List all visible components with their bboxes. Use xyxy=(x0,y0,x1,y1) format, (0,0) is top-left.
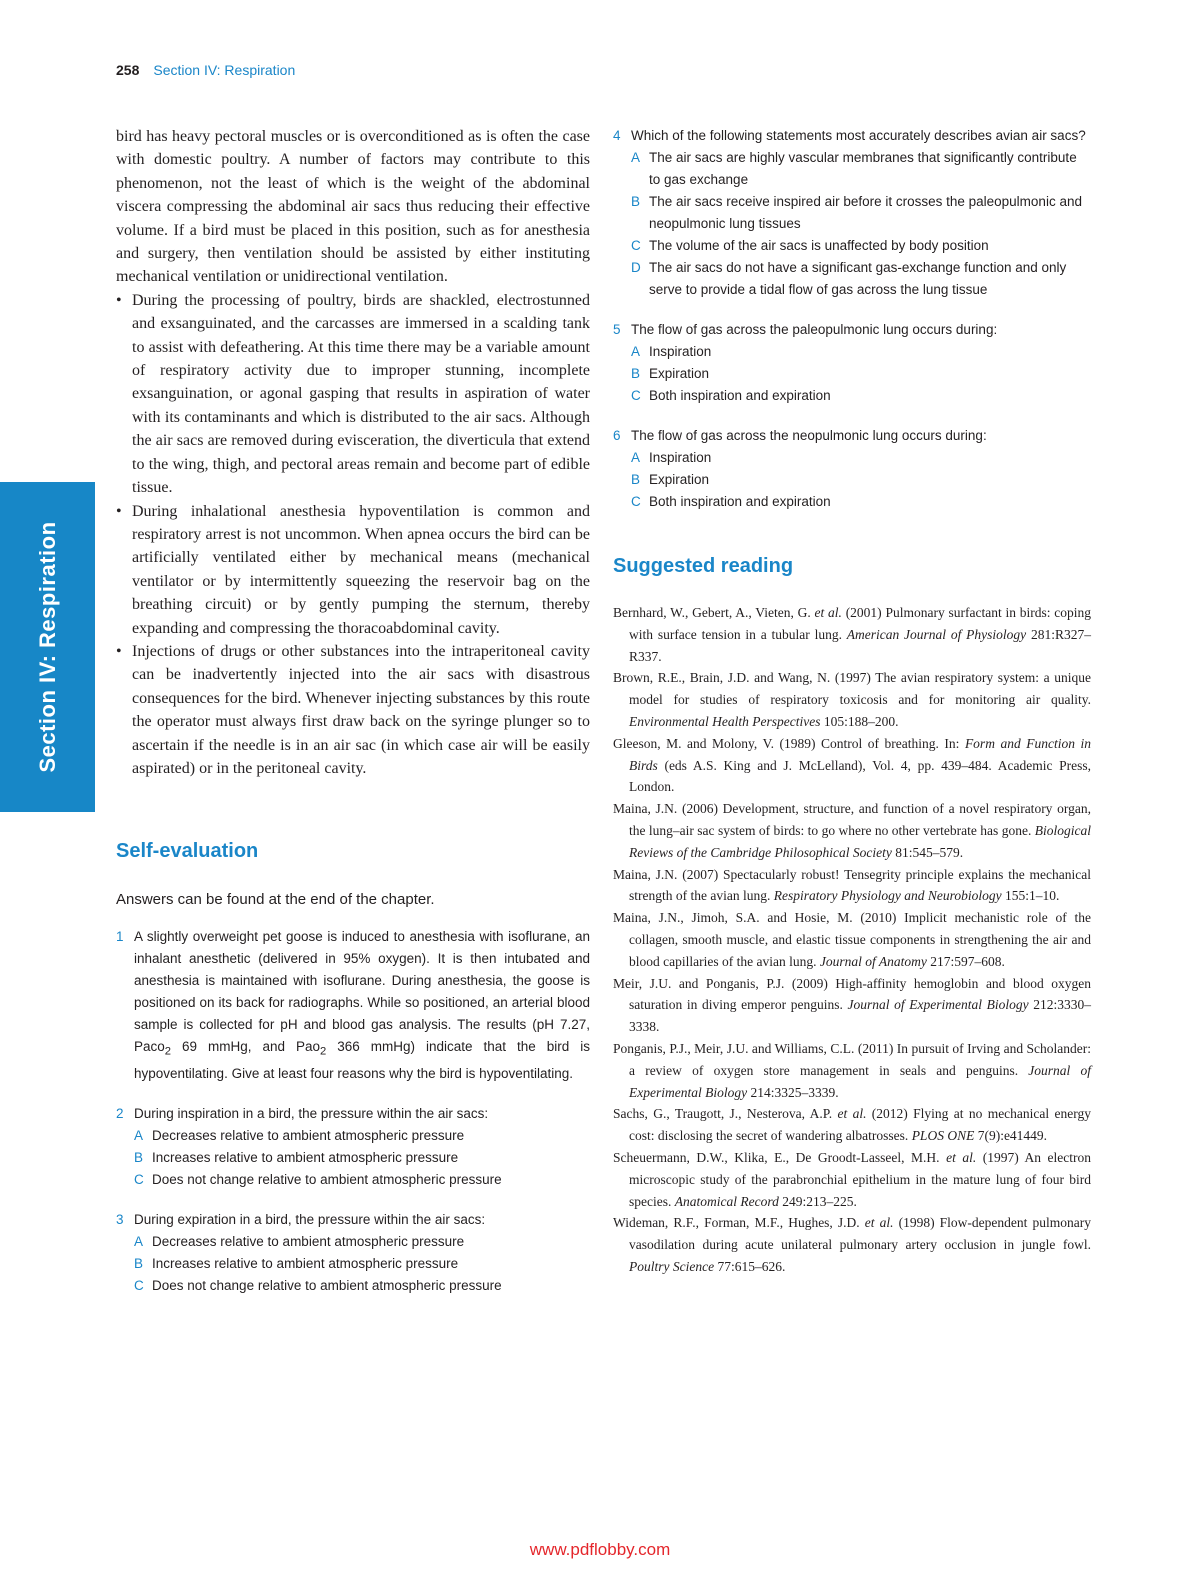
answer-option xyxy=(613,191,1091,235)
reference-entry: Bernhard, W., Gebert, A., Vieten, G. et al. (2001) Pulmonary surfactant in birds: coping with surface tension in a tubular lung. American Journal of Physiology 281:R327–R337. xyxy=(613,605,1091,664)
question-number: 6 xyxy=(613,428,621,443)
reference-entry: Brown, R.E., Brain, J.D. and Wang, N. (1997) The avian respiratory system: a unique model for studies of respiratory toxicosis and for monitoring air quality. Environmental Health Perspectives 105:188–200. xyxy=(613,670,1091,729)
option-letter: B xyxy=(134,1150,144,1166)
right-column xyxy=(613,125,1091,1278)
bullet-item: • During inhalational anesthesia hypoventilation is common and respiratory arrest is not uncommon. When apnea occurs the bird can be artificially ventilated either by mechanical means (mechanical ventilator or by intermittently squeezing the reservoir bag on the breathing circuit) or by gently pumping the sternum, thereby expanding and compressing the thoracoabdominal cavity. xyxy=(116,500,590,640)
option-text: The volume of the air sacs is unaffected by body position xyxy=(649,238,989,253)
option-text: Inspiration xyxy=(649,344,712,359)
option-text: The air sacs do not have a significant gas-exchange function and only serve to provide a tidal flow of gas across the lung tissue xyxy=(649,260,1067,297)
left-column xyxy=(116,125,590,1297)
reference-entry: Wideman, R.F., Forman, M.F., Hughes, J.D. et al. (1998) Flow-dependent pulmonary vasodilation during acute unilateral pulmonary artery occlusion in jungle fowl. Poultry Science 77:615–626. xyxy=(613,1215,1091,1274)
answer-option xyxy=(613,385,1091,407)
answer-option xyxy=(613,235,1091,257)
side-tab-label: Section IV: Respiration xyxy=(34,521,60,773)
bullet-list xyxy=(116,289,590,781)
question-6 xyxy=(613,425,1091,513)
answer-option xyxy=(116,1169,590,1191)
option-letter: C xyxy=(631,388,641,403)
question-text: Which of the following statements most accurately describes avian air sacs? xyxy=(631,128,1086,143)
option-letter: C xyxy=(134,1278,144,1294)
option-letter: C xyxy=(631,238,641,253)
option-letter: B xyxy=(631,472,641,487)
question-5 xyxy=(613,319,1091,407)
option-text: Increases relative to ambient atmospheric pressure xyxy=(152,1150,459,1166)
option-letter: A xyxy=(631,450,641,465)
answer-option xyxy=(613,147,1091,191)
question-text-cont: 69 mmHg, and Pa xyxy=(171,1039,313,1055)
reference-entry: Maina, J.N. (2007) Spectacularly robust! Tensegrity principle explains the mechanical strength of the avian lung. Respiratory Physiology and Neurobiology 155:1–10. xyxy=(613,866,1091,904)
option-text: Does not change relative to ambient atmospheric pressure xyxy=(152,1278,502,1294)
running-section-title: Section IV: Respiration xyxy=(153,62,296,78)
option-text: The air sacs receive inspired air before it crosses the paleopulmonic and neopulmonic lung tissues xyxy=(649,194,1082,231)
section-side-tab xyxy=(0,482,95,812)
option-text: Both inspiration and expiration xyxy=(649,494,831,509)
answer-option xyxy=(613,257,1091,301)
answer-option xyxy=(613,363,1091,385)
option-text: Expiration xyxy=(649,366,710,381)
option-text: Inspiration xyxy=(649,450,712,465)
option-text: The air sacs are highly vascular membranes that significantly contribute to gas exchange xyxy=(649,150,1077,187)
answer-option xyxy=(613,469,1091,491)
footer-watermark-link[interactable]: www.pdflobby.com xyxy=(529,1540,671,1559)
answer-option xyxy=(116,1125,590,1147)
reference-entry: Maina, J.N., Jimoh, S.A. and Hosie, M. (2010) Implicit mechanistic role of the collagen, smooth muscle, and elastic tissue components in strengthening the air and blood capillaries of the avian lung. Journal of Anatomy 217:597–608. xyxy=(613,910,1091,969)
option-text: Expiration xyxy=(649,472,710,487)
bullet-item: • Injections of drugs or other substances into the intraperitoneal cavity can be inadvertently injected into the air sacs with disastrous consequences for the bird. Whenever injecting substances by this route the operator must always first draw back on the syringe plunger so to ascertain if the needle is in an air sac (in which case air will be easily aspirated) or in the peritoneal cavity. xyxy=(116,640,590,780)
question-number: 4 xyxy=(613,128,621,143)
reference-entry: Ponganis, P.J., Meir, J.U. and Williams, C.L. (2011) In pursuit of Irving and Scholander: a review of oxygen store management in seals and penguins. Journal of Experimental Biology 214:3325–3339. xyxy=(613,1040,1091,1100)
option-letter: A xyxy=(631,344,641,359)
option-letter: D xyxy=(631,260,641,275)
question-4 xyxy=(613,125,1091,301)
self-evaluation-intro: Answers can be found at the end of the chapter. xyxy=(116,891,435,909)
option-text: Decreases relative to ambient atmospheric pressure xyxy=(152,1234,465,1250)
question-text: During inspiration in a bird, the pressure within the air sacs: xyxy=(134,1106,489,1122)
question-number: 5 xyxy=(613,322,621,337)
option-letter: A xyxy=(134,1234,144,1250)
page-number: 258 xyxy=(116,62,140,78)
question-text: The flow of gas across the paleopulmonic lung occurs during: xyxy=(631,322,998,337)
answer-option xyxy=(613,341,1091,363)
option-text: Does not change relative to ambient atmospheric pressure xyxy=(152,1172,502,1188)
running-header xyxy=(116,62,295,78)
question-text-end: 366 mmHg) indicate that the bird is hypoventilating. Give at least four reasons why the bird is hypoventilating. xyxy=(134,1039,590,1082)
option-text: Decreases relative to ambient atmospheric pressure xyxy=(152,1128,465,1144)
question-text: During expiration in a bird, the pressure within the air sacs: xyxy=(134,1212,486,1228)
reference-entry: Sachs, G., Traugott, J., Nesterova, A.P. et al. (2012) Flying at no mechanical energy cost: disclosing the secret of wandering albatrosses. PLOS ONE 7(9):e41449. xyxy=(613,1106,1091,1144)
continued-paragraph: bird has heavy pectoral muscles or is overconditioned as is often the case with domestic poultry. A number of factors may contribute to this phenomenon, not the least of which is the weight of the abdominal viscera compressing the abdominal air sacs thus reducing their effective volume. If a bird must be placed in this position, such as for anesthesia and surgery, then ventilation should be assisted by either instituting mechanical ventilation or unidirectional ventilation. xyxy=(116,128,590,286)
self-evaluation-heading: Self-evaluation xyxy=(116,840,259,863)
reference-entry: Gleeson, M. and Molony, V. (1989) Control of breathing. In: Form and Function in Birds (eds A.S. King and J. McLelland), Vol. 4, pp. 439–484. Academic Press, London. xyxy=(613,735,1091,795)
suggested-reading-heading: Suggested reading xyxy=(613,555,794,577)
question-text: The flow of gas across the neopulmonic lung occurs during: xyxy=(631,428,987,443)
question-3 xyxy=(116,1209,590,1297)
answer-option xyxy=(613,491,1091,513)
answer-option xyxy=(116,1275,590,1297)
option-letter: B xyxy=(631,194,641,209)
option-letter: C xyxy=(134,1172,144,1188)
option-text: Both inspiration and expiration xyxy=(649,388,831,403)
question-1 xyxy=(116,926,590,1085)
question-number: 2 xyxy=(116,1106,124,1122)
bullet-item: • During the processing of poultry, birds are shackled, electrostunned and exsanguinated, and the carcasses are immersed in a scalding tank to assist with defeathering. At this time there may be a variable amount of respiratory activity due to improper stunning, incomplete exsanguination, or agonal gasping that results in aspiration of water with its contaminants and which is distributed to the air sacs. Although the air sacs are removed during evisceration, the diverticula that extend to the wing, thigh, and pectoral areas remain and become part of edible tissue. xyxy=(116,289,590,500)
answer-option xyxy=(116,1253,590,1275)
question-number: 3 xyxy=(116,1212,124,1228)
option-letter: C xyxy=(631,494,641,509)
option-text: Increases relative to ambient atmospheric pressure xyxy=(152,1256,459,1272)
reference-entry: Scheuermann, D.W., Klika, E., De Groodt-Lasseel, M.H. et al. (1997) An electron microscopic study of the parabronchial epithelium in the mature lung of four bird species. Anatomical Record 249:213–225. xyxy=(613,1149,1091,1209)
answer-option xyxy=(613,447,1091,469)
reference-entry: Meir, J.U. and Ponganis, P.J. (2009) High-affinity hemoglobin and blood oxygen saturation in diving emperor penguins. Journal of Experimental Biology 212:3330–3338. xyxy=(613,975,1091,1035)
option-letter: A xyxy=(134,1128,144,1144)
question-number: 1 xyxy=(116,929,124,945)
option-letter: B xyxy=(134,1256,144,1272)
option-letter: A xyxy=(631,150,641,165)
reference-list xyxy=(613,602,1091,1278)
po2-label: $o_2$ xyxy=(312,1039,327,1059)
answer-option xyxy=(116,1231,590,1253)
question-text: A slightly overweight pet goose is induced to anesthesia with isoflurane, an inhalant anesthetic (delivered in 95% oxygen). It is then intubated and anesthesia is maintained with isoflurane. During anesthesia, the goose is positioned on its back for radiographs. While so positioned, an arterial blood sample is collected for pH and blood gas analysis. The results (pH 7.27, Pa xyxy=(134,929,590,1055)
answer-option xyxy=(116,1147,590,1169)
question-2 xyxy=(116,1103,590,1191)
option-letter: B xyxy=(631,366,641,381)
pco2-label: $co_2$ xyxy=(150,1039,172,1059)
reference-entry: Maina, J.N. (2006) Development, structure, and function of a novel respiratory organ, the lung–air sac system of birds: to go where no other vertebrate has gone. Biological Reviews of the Cambridge Philosophical Society 81:545–579. xyxy=(613,801,1091,860)
